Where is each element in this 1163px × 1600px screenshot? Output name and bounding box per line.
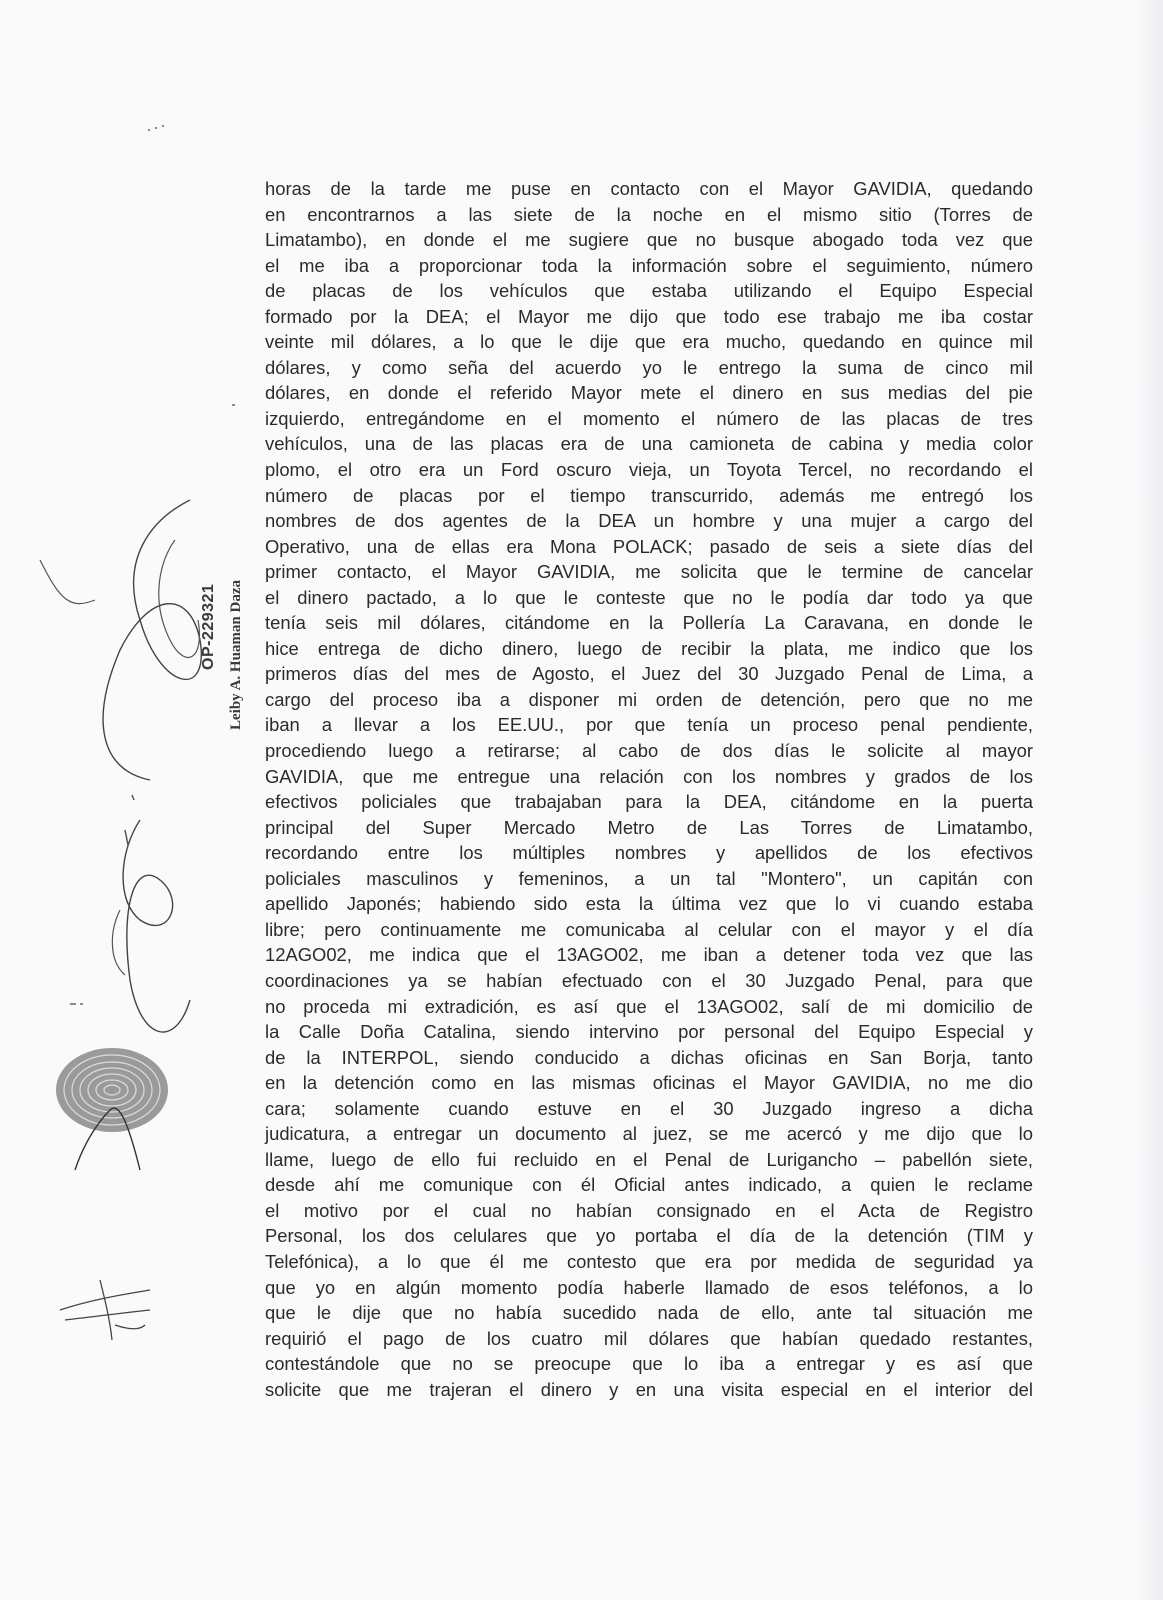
signature-mark [60,1280,150,1340]
text-line: Operativo, una de ellas era Mona POLACK; pasado de seis a siete días del [265,535,1033,557]
text-line: cargo del proceso iba a disponer mi orden de detención, pero que no me [265,688,1033,710]
text-line: policiales masculinos y femeninos, a un tal "Montero", un capitán con [265,867,1033,889]
scan-speck [148,126,164,130]
text-line: la Calle Doña Catalina, siendo intervino por personal del Equipo Especial y [265,1021,1033,1043]
text-line: principal del Super Mercado Metro de Las Torres de Limatambo, [265,816,1033,838]
page-edge-shadow [1133,0,1163,1600]
text-line: que le dije que no había sucedido nada de ello, ante tal situación me [265,1302,1033,1324]
text-line: contestándole que no se preocupe que lo iba a entregar y es así que [265,1353,1033,1375]
text-line: de placas de los vehículos que estaba utilizando el Equipo Especial [265,280,1033,302]
text-line: iban a llevar a los EE.UU., por que tenía un proceso penal pendiente, [265,714,1033,736]
text-line: plomo, el otro era un Ford oscuro vieja, un Toyota Tercel, no recordando el [265,459,1033,481]
statement-body [265,176,1033,1402]
text-line: número de placas por el tiempo transcurrido, además me entregó los [265,484,1033,506]
text-line: dólares, y como seña del acuerdo yo le entrego la suma de cinco mil [265,356,1033,378]
text-line: primeros días del mes de Agosto, el Juez del 30 Juzgado Penal de Lima, a [265,663,1033,685]
text-line: el me iba a proporcionar toda la información sobre el seguimiento, número [265,254,1033,276]
text-line: requirió el pago de los cuatro mil dólares que habían quedado restantes, [265,1327,1033,1349]
text-line: en la detención como en las mismas oficinas el Mayor GAVIDIA, no me dio [265,1072,1033,1094]
text-line: dólares, en donde el referido Mayor mete el dinero en sus medias del pie [265,382,1033,404]
text-line: en encontrarnos a las siete de la noche en el mismo sitio (Torres de [265,203,1033,225]
text-line: Personal, los dos celulares que yo portaba el día de la detención (TIM y [265,1225,1033,1247]
text-line: el motivo por el cual no habían consignado en el Acta de Registro [265,1199,1033,1221]
text-line: que yo en algún momento podía haberle llamado de esos teléfonos, a lo [265,1276,1033,1298]
text-line: cara; solamente cuando estuve en el 30 Juzgado ingreso a dicha [265,1097,1033,1119]
signature-mark [40,560,95,604]
fingerprint [56,1048,168,1132]
text-line: nombres de dos agentes de la DEA un hombre y una mujer a cargo del [265,510,1033,532]
text-line: GAVIDIA, que me entregue una relación con los nombres y grados de los [265,765,1033,787]
official-stamp [200,579,244,730]
text-line: horas de la tarde me puse en contacto con el Mayor GAVIDIA, quedando [265,178,1033,199]
text-line: apellido Japonés; habiendo sido esta la última vez que lo vi cuando estaba [265,893,1033,915]
text-line: formado por la DEA; el Mayor me dijo que todo ese trabajo me iba costar [265,305,1033,327]
text-line: primer contacto, el Mayor GAVIDIA, me solicita que le termine de cancelar [265,561,1033,583]
text-line: vehículos, una de las placas era de una camioneta de cabina y media color [265,433,1033,455]
signature-mark [103,500,201,780]
signature-mark [75,1108,140,1170]
text-line: judicatura, a entregar un documento al juez, se me acercó y me dijo que lo [265,1123,1033,1145]
text-line: hice entrega de dicho dinero, luego de recibir la plata, me indico que los [265,637,1033,659]
text-line: procediendo luego a retirarse; al cabo de dos días le solicite al mayor [265,740,1033,762]
text-line: Telefónica), a lo que él me contesto que era por medida de seguridad ya [265,1250,1033,1272]
text-line: llame, luego de ello fui recluido en el Penal de Lurigancho – pabellón siete, [265,1148,1033,1170]
signature-mark [159,540,200,657]
signature-mark [123,820,190,1032]
text-line: de la INTERPOL, siendo conducido a dichas oficinas en San Borja, tanto [265,1046,1033,1068]
signature-mark [112,910,125,975]
text-line: veinte mil dólares, a lo que le dije que era mucho, quedando en quince mil [265,331,1033,353]
signature-mark [125,795,134,845]
text-line: izquierdo, entregándome en el momento el número de las placas de tres [265,407,1033,429]
stamp-code: OP-229321 [200,583,217,670]
text-line: no proceda mi extradición, es así que el 13AGO02, salí de mi domicilio de [265,995,1033,1017]
stamp-name: Leiby A. Huaman Daza [228,579,244,730]
text-line: el dinero pactado, a lo que le conteste que no le podía dar todo ya que [265,586,1033,608]
text-line: efectivos policiales que trabajaban para la DEA, citándome en la puerta [265,791,1033,813]
text-line: coordinaciones ya se habían efectuado con el 30 Juzgado Penal, para que [265,969,1033,991]
text-line: 12AGO02, me indica que el 13AGO02, me iban a detener toda vez que las [265,944,1033,966]
text-line: recordando entre los múltiples nombres y apellidos de los efectivos [265,842,1033,864]
text-line: libre; pero continuamente me comunicaba al celular con el mayor y el día [265,918,1033,940]
text-line: tenía seis mil dólares, citándome en la Pollería La Caravana, en donde le [265,612,1033,634]
text-line: Limatambo), en donde el me sugiere que no busque abogado toda vez que [265,229,1033,251]
text-line: solicite que me trajeran el dinero y en una visita especial en el interior del [265,1378,1033,1400]
text-line: desde ahí me comunique con él Oficial antes indicado, a quien le reclame [265,1174,1033,1196]
